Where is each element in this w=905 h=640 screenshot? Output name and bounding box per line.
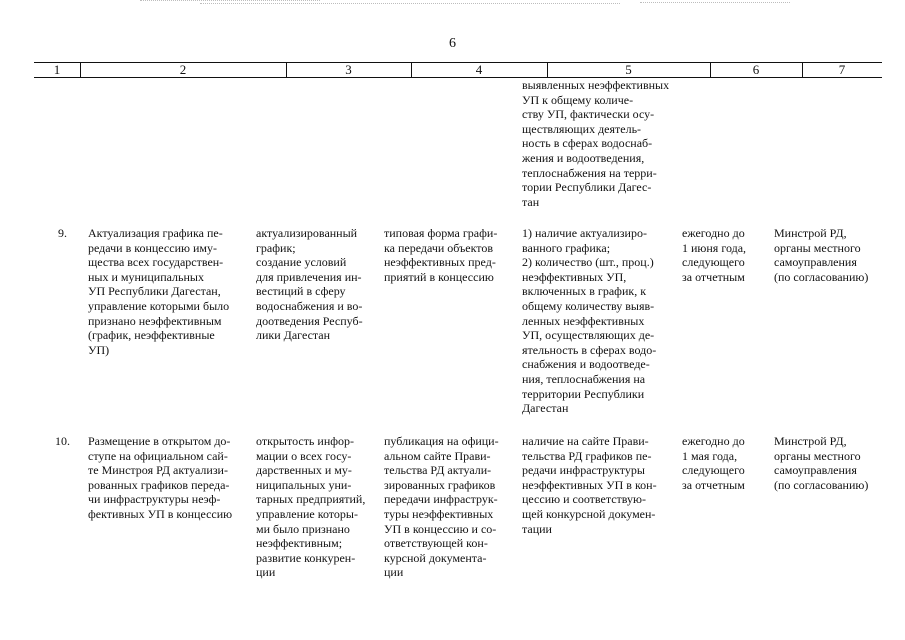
header-cell-7: 7 bbox=[838, 62, 846, 77]
row-10-number: 10. bbox=[55, 434, 70, 448]
row-9-form: типовая форма графи- ка передачи объектов неэффективных пред- приятий в концессию bbox=[384, 226, 498, 284]
table-header-row bbox=[34, 62, 882, 78]
row-9-number: 9. bbox=[58, 226, 67, 240]
scan-noise bbox=[200, 3, 620, 10]
row-9-description: Актуализация графика пе- редачи в концессию иму- щества всех государствен- ных и муниципальных УП Республики Дагестан, управление которыми было признано неэффективным (график, неэффективные УП) bbox=[88, 226, 230, 357]
continuation-col5: выявленных неэффективных УП к общему количе- ству УП, фактически осу- ществляющих деятель- ность в сферах водоснаб- жения и водоотведения, теплоснабжения на терри- тории Республики Дагес- тан bbox=[522, 78, 670, 209]
header-cell-4: 4 bbox=[475, 62, 483, 77]
header-cell-3: 3 bbox=[345, 62, 352, 77]
row-10-description: Размещение в открытом до- ступе на официальном сай- те Минстроя РД актуализи- рованных графиков переда- чи инфраструктуры неэф- фективных УП в концессию bbox=[88, 434, 233, 521]
row-9-result: актуализированный график; создание условий для привлечения ин- вестиций в сферу водоснабжения и во- доотведения Респуб- лики Дагестан bbox=[256, 226, 363, 343]
row-10-responsible: Минстрой РД, органы местного самоуправления (по согласованию) bbox=[774, 434, 869, 492]
row-9-responsible: Минстрой РД, органы местного самоуправления (по согласованию) bbox=[774, 226, 869, 284]
row-9-deadline: ежегодно до 1 июня года, следующего за отчетным bbox=[682, 226, 747, 284]
row-10-indicator: наличие на сайте Прави- тельства РД графиков пе- редачи инфраструктуры неэффективных УП в кон- цессию и соответствую- щей конкурсной докумен- тации bbox=[522, 434, 657, 536]
row-10-deadline: ежегодно до 1 мая года, следующего за отчетным bbox=[682, 434, 745, 492]
header-cell-5: 5 bbox=[625, 62, 632, 77]
scan-noise bbox=[640, 2, 790, 9]
header-cell-1: 1 bbox=[53, 62, 61, 77]
header-cell-2: 2 bbox=[179, 62, 187, 77]
row-9-indicator: 1) наличие актуализиро- ванного графика; 2) количество (шт., проц.) неэффективных УП, включенных в график, к общему количеству выяв- ленных неэффективных УП, осуществляющих де- ятельность в сферах водо- снабжения и водоотведе- ния, теплоснабжения на территории Республики Дагестан bbox=[522, 226, 657, 416]
row-10-form: публикация на офици- альном сайте Прави- тельства РД актуали- зированных графиков передачи инфраструк- туры неэффективных УП в концессию и со- ответствующей кон- курсной документа- ции bbox=[384, 434, 499, 580]
header-cell-6: 6 bbox=[752, 62, 760, 77]
page-number: 6 bbox=[449, 36, 456, 51]
row-10-result: открытость инфор- мации о всех госу- дарственных и му- ниципальных уни- тарных предприятий, управление которы- ми было признано неэффективным; развитие конкурен- ции bbox=[256, 434, 366, 580]
